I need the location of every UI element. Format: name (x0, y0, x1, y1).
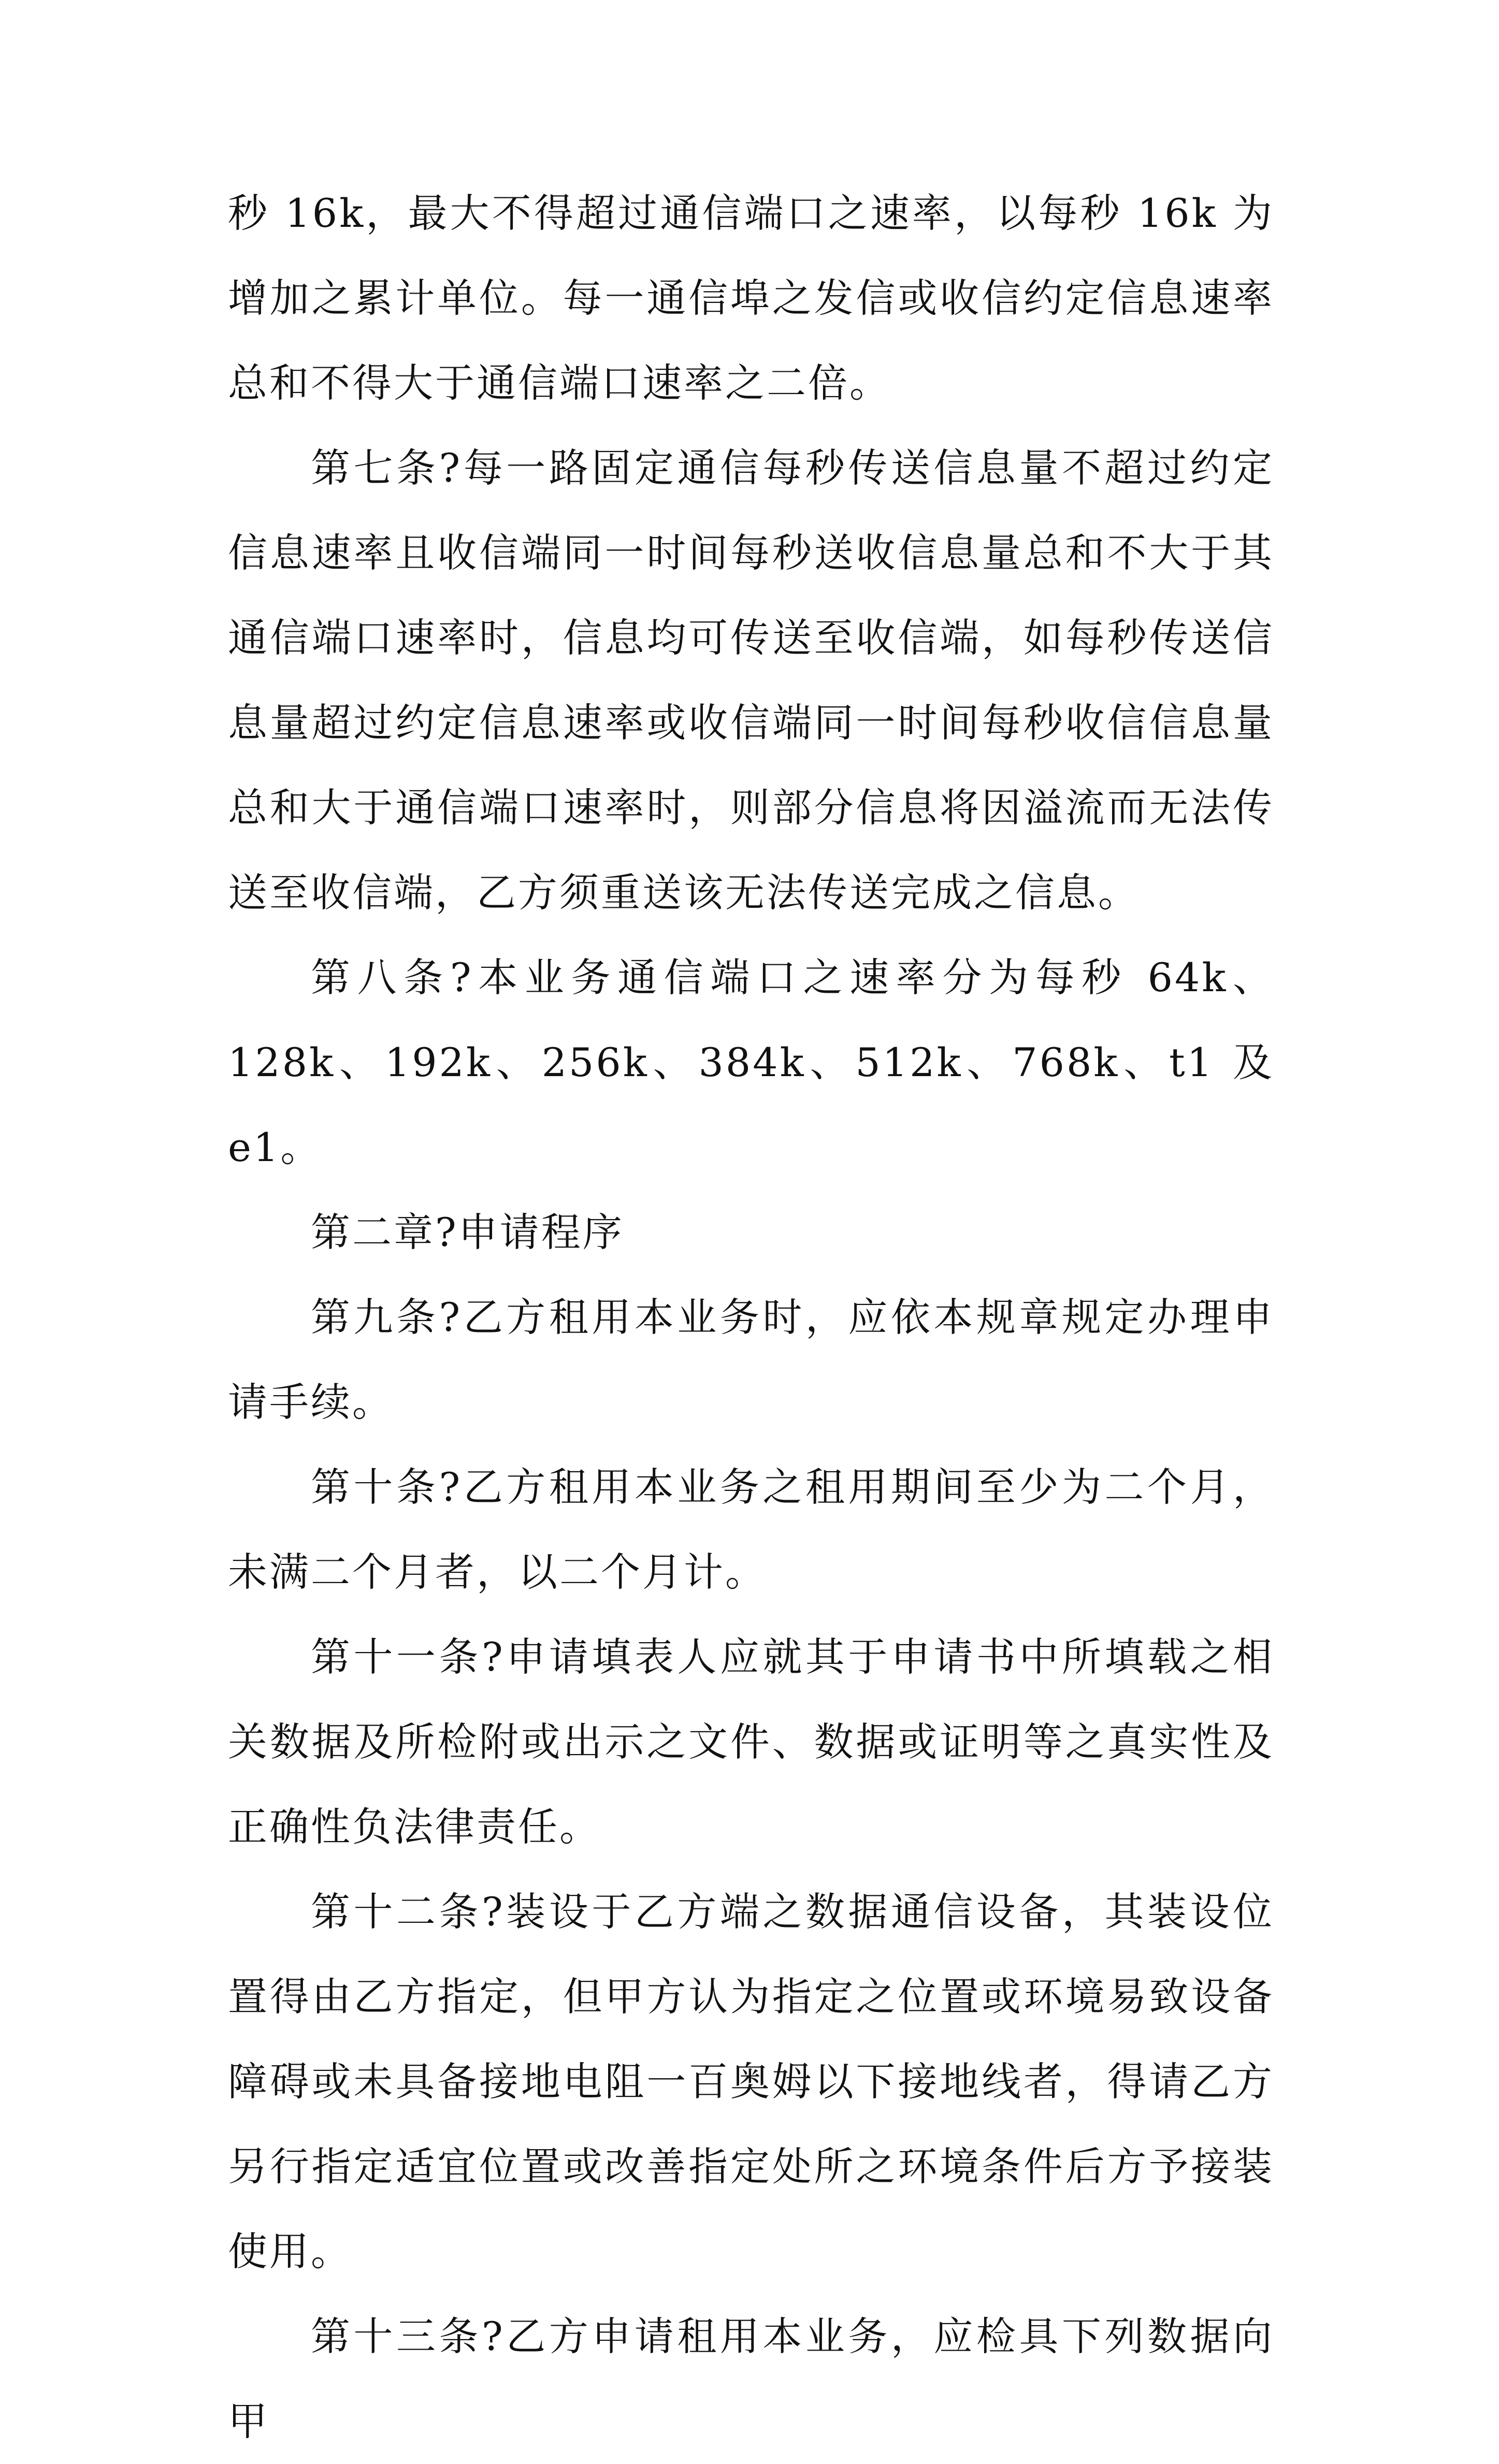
paragraph-article-12: 第十二条?装设于乙方端之数据通信设备，其装设位置得由乙方指定，但甲方认为指定之位置或环境易致设备障碍或未具备接地电阻一百奥姆以下接地线者，得请乙方另行指定适宜位置或改善指定处所之环境条件后方予接装使用。 (228, 1889, 1274, 2274)
paragraph-rate-continuation: 秒 16k，最大不得超过通信端口之速率，以每秒 16k 为增加之累计单位。每一通信埠之发信或收信约定信息速率总和不得大于通信端口速率之二倍。 (228, 190, 1274, 406)
paragraph-article-11: 第十一条?申请填表人应就其于申请书中所填载之相关数据及所检附或出示之文件、数据或证明等之真实性及正确性负法律责任。 (228, 1634, 1274, 1850)
chapter-heading-application: 第二章?申请程序 (311, 1209, 624, 1255)
document-body (228, 171, 1274, 2464)
paragraph-article-13: 第十三条?乙方申请租用本业务，应检具下列数据向甲 (228, 2313, 1274, 2444)
paragraph-article-7: 第七条?每一路固定通信每秒传送信息量不超过约定信息速率且收信端同一时间每秒送收信息量总和不大于其通信端口速率时，信息均可传送至收信端，如每秒传送信息量超过约定信息速率或收信端同一时间每秒收信信息量总和大于通信端口速率时，则部分信息将因溢流而无法传送至收信端，乙方须重送该无法传送完成之信息。 (228, 445, 1274, 916)
paragraph-article-10: 第十条?乙方租用本业务之租用期间至少为二个月，未满二个月者，以二个月计。 (228, 1464, 1274, 1595)
paragraph-article-9: 第九条?乙方租用本业务时，应依本规章规定办理申请手续。 (228, 1294, 1274, 1425)
paragraph-article-8: 第八条?本业务通信端口之速率分为每秒 64k、128k、192k、256k、384k、512k、768k、t1 及 e1。 (228, 954, 1274, 1170)
